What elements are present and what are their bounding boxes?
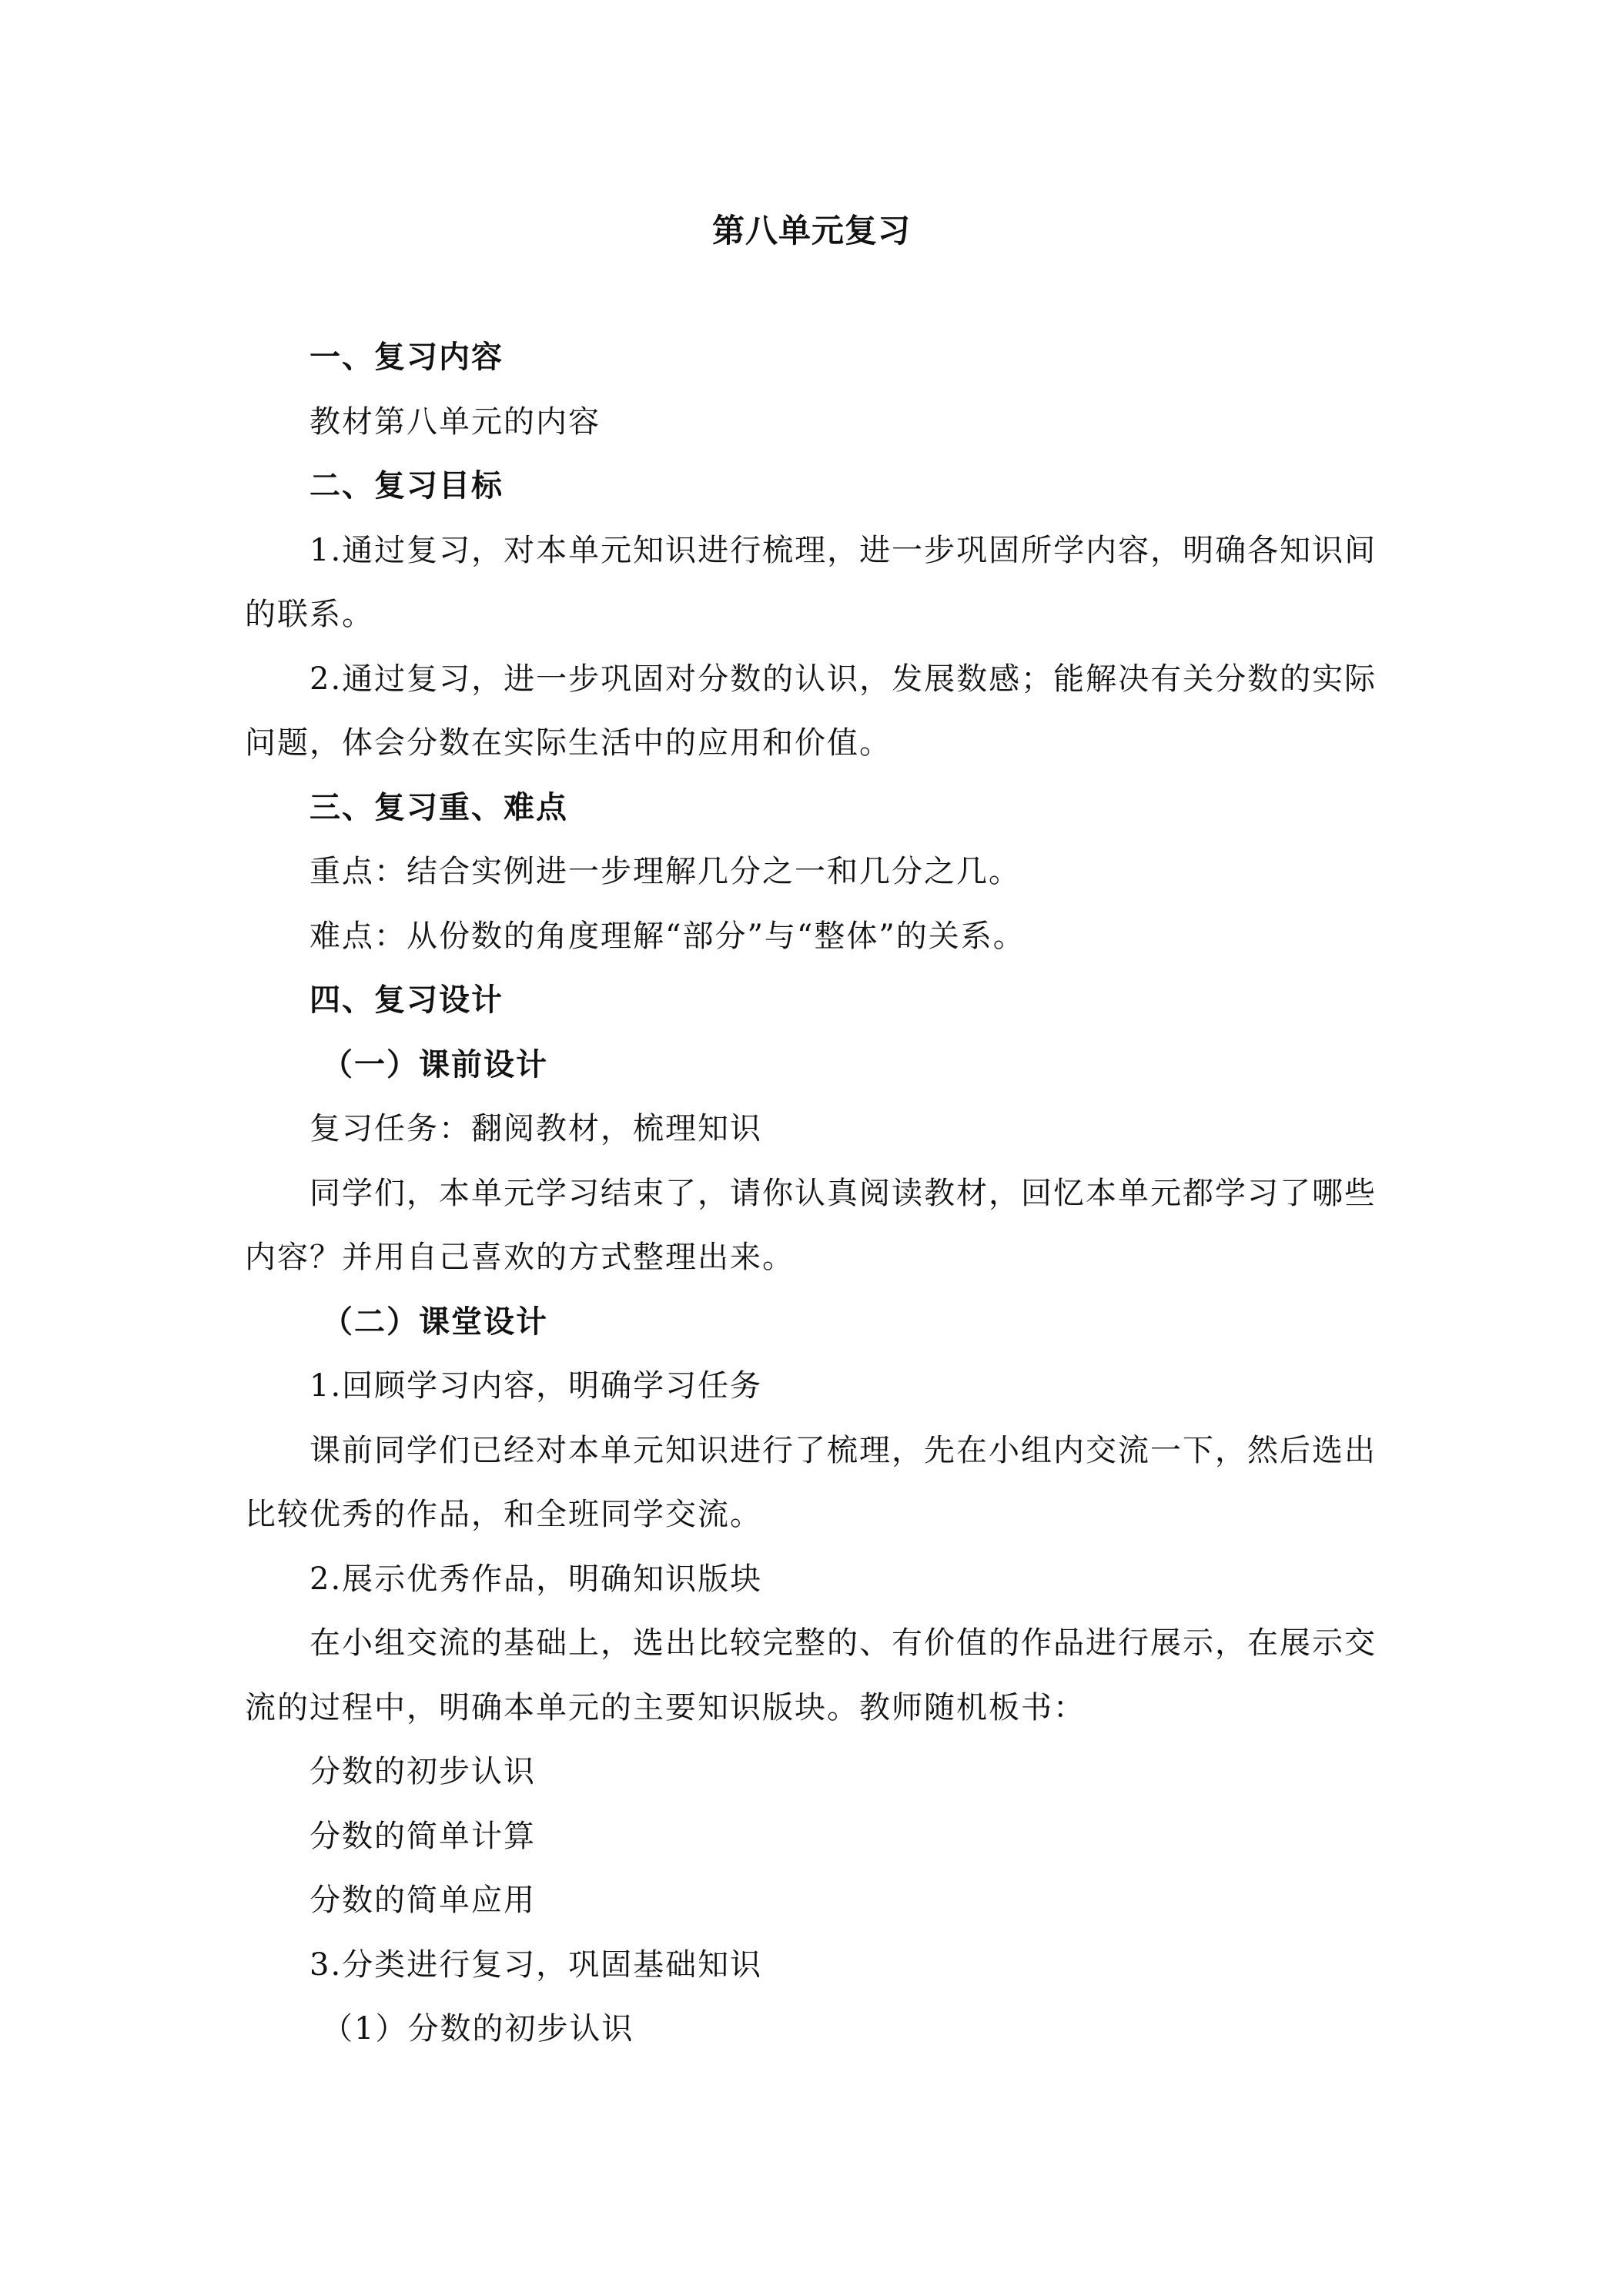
section-heading-key-points: 三、复习重、难点 bbox=[310, 790, 568, 825]
paragraph-line: 1.通过复习，对本单元知识进行梳理，进一步巩固所学内容，明确各知识间 bbox=[310, 533, 1377, 568]
paragraph-line: 复习任务：翻阅教材，梳理知识 bbox=[310, 1111, 762, 1146]
paragraph-line: 问题，体会分数在实际生活中的应用和价值。 bbox=[245, 725, 892, 761]
paragraph-line: 2.通过复习，进一步巩固对分数的认识，发展数感；能解决有关分数的实际 bbox=[310, 661, 1377, 697]
paragraph-line: 课前同学们已经对本单元知识进行了梳理，先在小组内交流一下，然后选出 bbox=[310, 1433, 1377, 1468]
page-title: 第八单元复习 bbox=[711, 212, 911, 249]
paragraph-line: （1）分数的初步认识 bbox=[322, 2011, 634, 2047]
paragraph-line: 分数的初步认识 bbox=[310, 1754, 536, 1789]
subsection-heading-pre-class: （一）课前设计 bbox=[322, 1047, 548, 1083]
paragraph-line: 分数的简单计算 bbox=[310, 1819, 536, 1854]
paragraph-line: 内容？并用自己喜欢的方式整理出来。 bbox=[245, 1240, 795, 1275]
paragraph-line: 流的过程中，明确本单元的主要知识版块。教师随机板书： bbox=[245, 1690, 1086, 1725]
section-heading-review-design: 四、复习设计 bbox=[310, 982, 504, 1018]
paragraph-line: 难点：从份数的角度理解“部分”与“整体”的关系。 bbox=[310, 919, 1026, 954]
paragraph-line: 同学们，本单元学习结束了，请你认真阅读教材，回忆本单元都学习了哪些 bbox=[310, 1176, 1377, 1211]
section-heading-review-content: 一、复习内容 bbox=[310, 340, 504, 375]
paragraph-line: 分数的简单应用 bbox=[310, 1883, 536, 1918]
subsection-heading-in-class: （二）课堂设计 bbox=[322, 1304, 548, 1340]
paragraph-line: 教材第八单元的内容 bbox=[310, 404, 601, 440]
paragraph-line: 在小组交流的基础上，选出比较完整的、有价值的作品进行展示，在展示交 bbox=[310, 1625, 1377, 1661]
paragraph-line: 的联系。 bbox=[245, 597, 374, 632]
paragraph-line: 重点：结合实例进一步理解几分之一和几分之几。 bbox=[310, 854, 1021, 889]
section-heading-review-goals: 二、复习目标 bbox=[310, 468, 504, 504]
paragraph-line: 比较优秀的作品，和全班同学交流。 bbox=[245, 1497, 762, 1532]
paragraph-line: 3.分类进行复习，巩固基础知识 bbox=[310, 1947, 763, 1983]
paragraph-line: 1.回顾学习内容，明确学习任务 bbox=[310, 1368, 763, 1404]
paragraph-line: 2.展示优秀作品，明确知识版块 bbox=[310, 1561, 763, 1597]
